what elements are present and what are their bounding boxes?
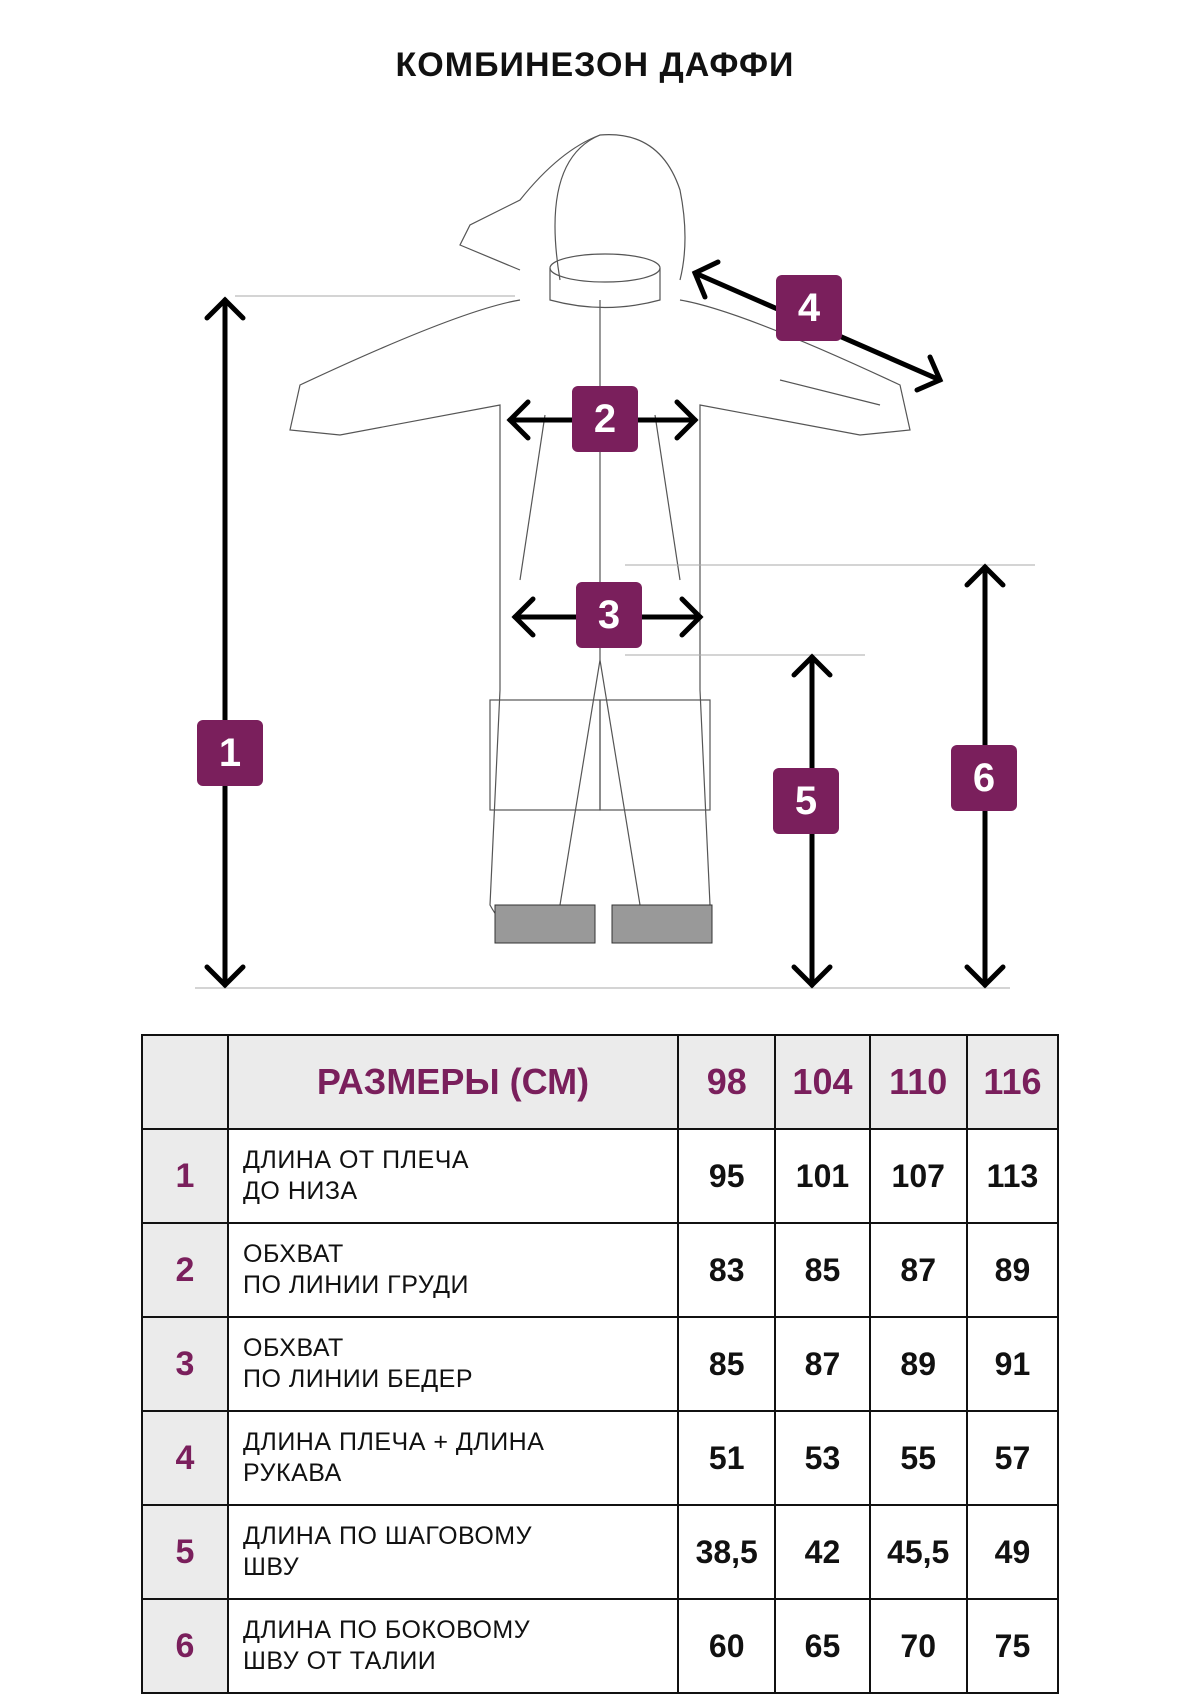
row-description (228, 1599, 678, 1693)
measure-badge-6: 6 (951, 745, 1017, 811)
table-row (142, 1223, 1058, 1317)
value-cell: 70 (870, 1599, 967, 1693)
desc-line: ДО НИЗА (243, 1177, 358, 1205)
value-cell: 83 (678, 1223, 775, 1317)
value-cell: 101 (775, 1129, 869, 1223)
row-description (228, 1411, 678, 1505)
value-cell: 57 (967, 1411, 1058, 1505)
value-cell: 45,5 (870, 1505, 967, 1599)
desc-line: ДЛИНА ПО ШАГОВОМУ (243, 1522, 533, 1550)
desc-line: ШВУ (243, 1553, 300, 1581)
row-description (228, 1505, 678, 1599)
value-cell: 95 (678, 1129, 775, 1223)
measure-badge-4: 4 (776, 275, 842, 341)
size-104: 104 (775, 1035, 869, 1129)
value-cell: 55 (870, 1411, 967, 1505)
row-description (228, 1129, 678, 1223)
desc-line: ДЛИНА ОТ ПЛЕЧА (243, 1146, 470, 1174)
table-row (142, 1411, 1058, 1505)
desc-line: ОБХВАТ (243, 1240, 344, 1268)
table-row (142, 1317, 1058, 1411)
desc-line: ПО ЛИНИИ БЕДЕР (243, 1365, 474, 1393)
value-cell: 60 (678, 1599, 775, 1693)
row-number: 1 (142, 1129, 228, 1223)
value-cell: 87 (775, 1317, 869, 1411)
value-cell: 113 (967, 1129, 1058, 1223)
size-98: 98 (678, 1035, 775, 1129)
measure-badge-1: 1 (197, 720, 263, 786)
desc-line: ДЛИНА ПО БОКОВОМУ (243, 1616, 531, 1644)
table-row (142, 1505, 1058, 1599)
desc-line: ПО ЛИНИИ ГРУДИ (243, 1271, 469, 1299)
garment-diagram (0, 100, 1190, 1000)
measure-badge-3: 3 (576, 582, 642, 648)
desc-line: ШВУ ОТ ТАЛИИ (243, 1647, 437, 1675)
table-row (142, 1599, 1058, 1693)
row-number: 2 (142, 1223, 228, 1317)
header-empty-cell (142, 1035, 228, 1129)
size-116: 116 (967, 1035, 1058, 1129)
value-cell: 89 (967, 1223, 1058, 1317)
table-header-row (142, 1035, 1058, 1129)
jumpsuit-drawing (0, 100, 1190, 1000)
header-label: РАЗМЕРЫ (СМ) (228, 1035, 678, 1129)
row-number: 4 (142, 1411, 228, 1505)
measure-badge-5: 5 (773, 768, 839, 834)
value-cell: 51 (678, 1411, 775, 1505)
value-cell: 38,5 (678, 1505, 775, 1599)
size-110: 110 (870, 1035, 967, 1129)
measure-badge-2: 2 (572, 386, 638, 452)
value-cell: 65 (775, 1599, 869, 1693)
value-cell: 85 (775, 1223, 869, 1317)
desc-line: РУКАВА (243, 1459, 342, 1487)
size-table (141, 1034, 1059, 1694)
value-cell: 75 (967, 1599, 1058, 1693)
value-cell: 42 (775, 1505, 869, 1599)
row-description (228, 1317, 678, 1411)
row-number: 3 (142, 1317, 228, 1411)
value-cell: 87 (870, 1223, 967, 1317)
value-cell: 89 (870, 1317, 967, 1411)
value-cell: 85 (678, 1317, 775, 1411)
row-description (228, 1223, 678, 1317)
value-cell: 53 (775, 1411, 869, 1505)
value-cell: 107 (870, 1129, 967, 1223)
row-number: 6 (142, 1599, 228, 1693)
value-cell: 91 (967, 1317, 1058, 1411)
desc-line: ДЛИНА ПЛЕЧА + ДЛИНА (243, 1428, 545, 1456)
table-row (142, 1129, 1058, 1223)
row-number: 5 (142, 1505, 228, 1599)
value-cell: 49 (967, 1505, 1058, 1599)
page-title: КОМБИНЕЗОН ДАФФИ (395, 46, 795, 84)
desc-line: ОБХВАТ (243, 1334, 344, 1362)
